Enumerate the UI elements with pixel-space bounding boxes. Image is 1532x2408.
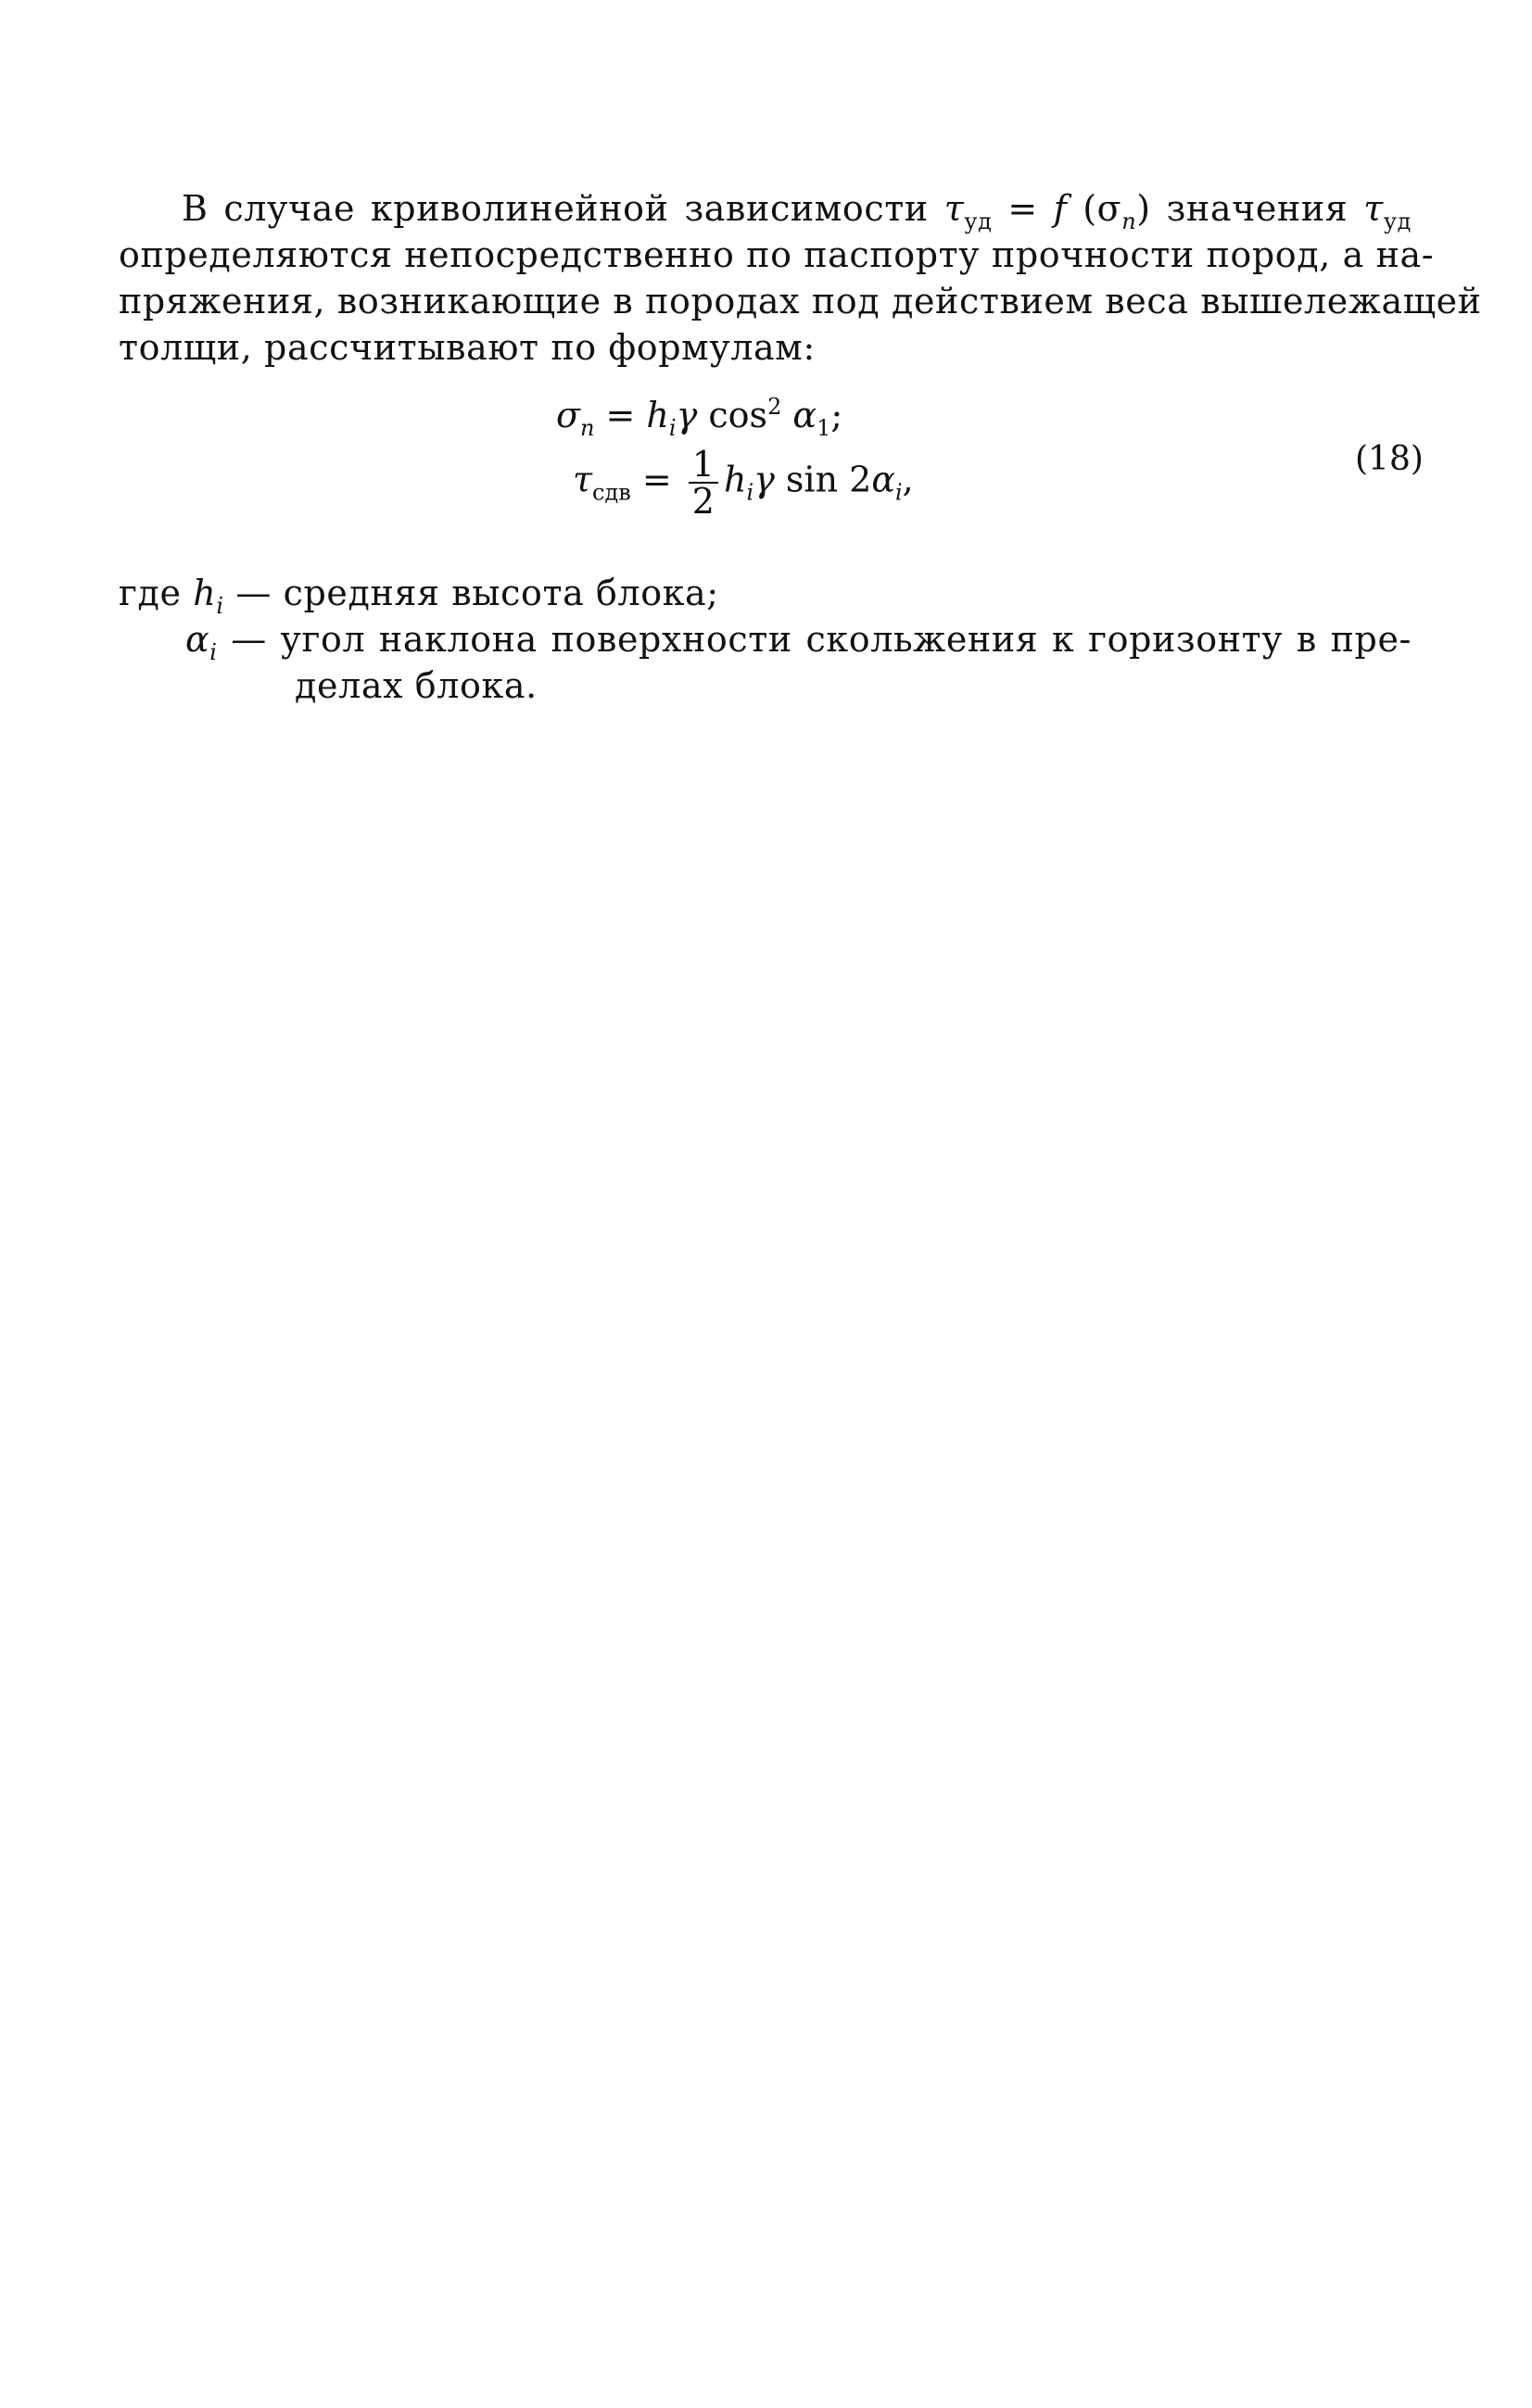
def-h-symbol: h: [193, 573, 217, 613]
fraction-denominator: 2: [691, 481, 715, 522]
alpha-symbol: α: [871, 459, 895, 500]
cos-func: cos: [697, 395, 768, 435]
h-symbol: h: [723, 459, 747, 500]
def-alpha-symbol: α: [185, 619, 210, 660]
tau-symbol-2: τ: [1363, 188, 1384, 229]
line1-suffix: значения: [1150, 188, 1364, 229]
line1-prefix: В случае криволинейной зависимости: [182, 188, 944, 229]
fraction-numerator: 1: [689, 447, 718, 484]
h-sub-i: i: [746, 479, 754, 506]
formula1-end: ;: [830, 395, 843, 435]
formula2-equals: =: [630, 459, 683, 500]
formula1-equals: =: [594, 395, 647, 435]
tau-subscript-2: уд: [1383, 208, 1412, 234]
paragraph-line-3: пряжения, возникающие в породах под действием веса вышележащей: [119, 281, 1482, 321]
def-alpha-sub: i: [209, 639, 218, 665]
alpha-sub-i: i: [894, 479, 903, 506]
def-alpha-text-1: — угол наклона поверхности скольжения к горизонту в пре-: [217, 619, 1412, 660]
tau-sub-sdv: сдв: [592, 479, 631, 506]
f-symbol: f: [1053, 188, 1068, 229]
h-sub-i: i: [668, 415, 677, 441]
def-h-text: — средняя высота блока;: [223, 573, 719, 613]
sin-func: sin 2: [774, 459, 872, 500]
h-symbol: h: [646, 395, 669, 435]
sigma-close: ): [1136, 188, 1151, 229]
cos-sup-2: 2: [767, 394, 782, 420]
tau-subscript: уд: [964, 208, 993, 234]
gamma-symbol: γ: [676, 395, 698, 435]
paragraph-line-2: определяются непосредственно по паспорту прочности пород, а на-: [119, 234, 1435, 275]
gamma-symbol: γ: [753, 459, 775, 500]
alpha-sub-1: 1: [817, 415, 831, 441]
sigma-sub-n: n: [579, 415, 595, 441]
sigma-symbol: σ: [556, 395, 580, 435]
alpha-symbol: α: [781, 395, 817, 435]
paragraph-line-1: [119, 185, 1412, 232]
definition-alpha-continuation: делах блока.: [295, 665, 538, 706]
where-word: где: [119, 573, 194, 613]
formula-sigma-n: [556, 394, 842, 441]
formula-tau-sdv: [573, 444, 914, 522]
sigma-open: (σ: [1067, 188, 1122, 229]
formula2-end: ,: [902, 459, 914, 500]
tau-symbol: τ: [573, 459, 593, 500]
equation-number: (18): [1355, 440, 1424, 478]
paragraph-line-4: толщи, рассчитывают по формулам:: [119, 327, 816, 368]
tau-symbol: τ: [943, 188, 965, 229]
fraction-one-half: [689, 444, 718, 522]
sigma-subscript: n: [1121, 208, 1137, 234]
def-h-sub: i: [216, 593, 224, 619]
equals-sign: =: [992, 188, 1054, 229]
